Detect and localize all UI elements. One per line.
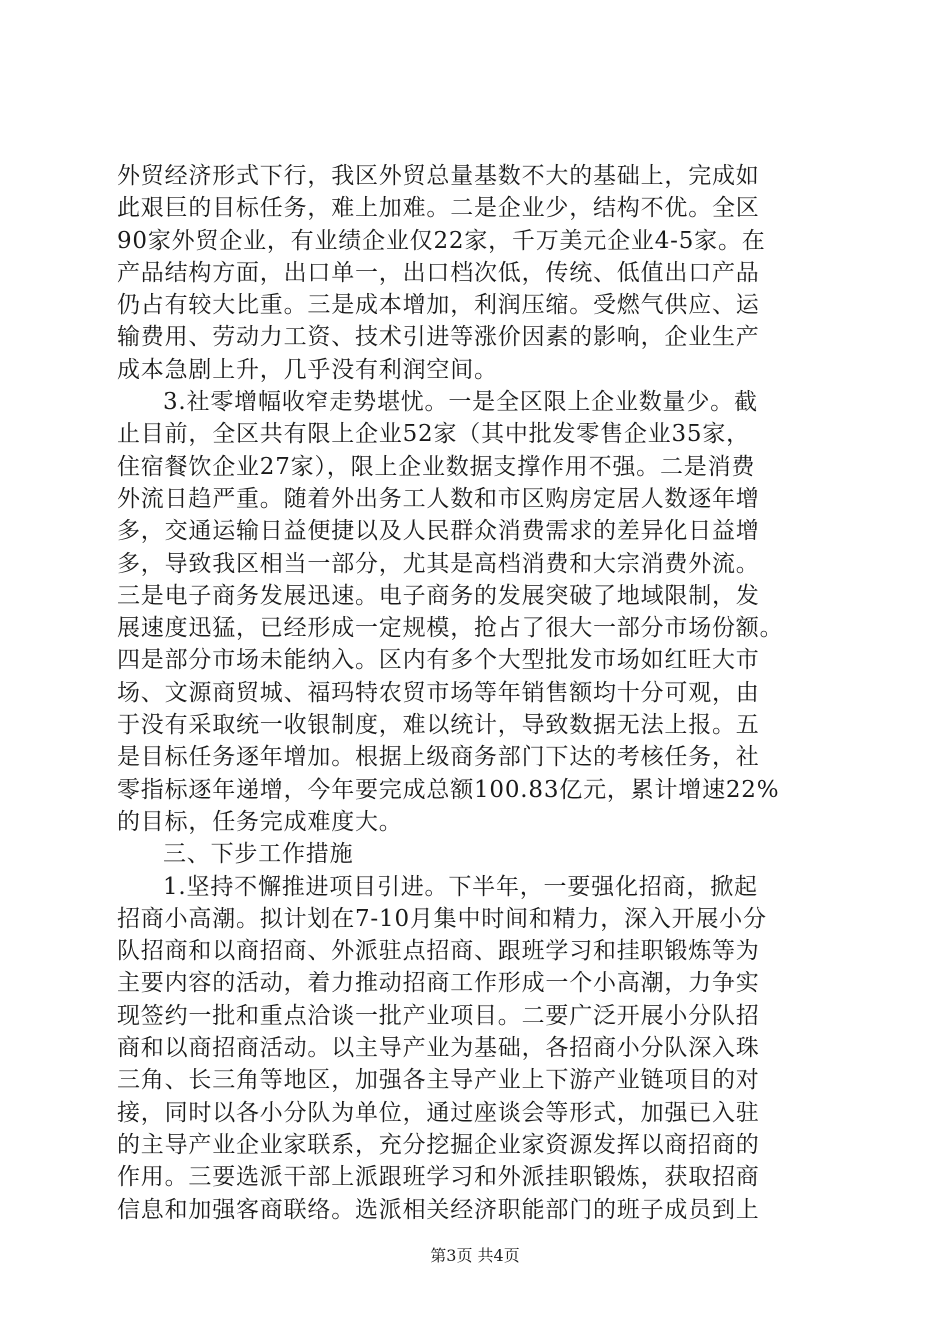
text-line: 的主导产业企业家联系，充分挖掘企业家资源发挥以商招商的 <box>117 1131 760 1158</box>
text-line: 住宿餐饮企业27家），限上企业数据支撑作用不强。二是消费 <box>117 453 756 480</box>
text-line: 止目前，全区共有限上企业52家（其中批发零售企业35家， <box>117 421 750 448</box>
text-line: 四是部分市场未能纳入。区内有多个大型批发市场如红旺大市 <box>117 647 760 674</box>
text-line: 产品结构方面，出口单一，出口档次低，传统、低值出口产品 <box>117 259 760 286</box>
text-line: 作用。三要选派干部上派跟班学习和外派挂职锻炼，获取招商 <box>117 1164 760 1191</box>
text-line: 多，导致我区相当一部分，尤其是高档消费和大宗消费外流。 <box>117 550 760 577</box>
text-line: 商和以商招商活动。以主导产业为基础，各招商小分队深入珠 <box>117 1035 760 1062</box>
page-footer: 第3页 共4页 <box>430 1246 520 1265</box>
text-line: 队招商和以商招商、外派驻点招商、跟班学习和挂职锻炼等为 <box>117 938 760 965</box>
text-line: 多，交通运输日益便捷以及人民群众消费需求的差异化日益增 <box>117 518 760 545</box>
text-line: 接，同时以各小分队为单位，通过座谈会等形式，加强已入驻 <box>117 1099 760 1126</box>
text-line: 招商小高潮。拟计划在7-10月集中时间和精力，深入开展小分 <box>117 905 767 932</box>
text-line: 输费用、劳动力工资、技术引进等涨价因素的影响，企业生产 <box>117 324 760 351</box>
text-line: 于没有采取统一收银制度，难以统计，导致数据无法上报。五 <box>117 712 760 739</box>
text-line: 主要内容的活动，着力推动招商工作形成一个小高潮，力争实 <box>117 970 760 997</box>
text-line: 零指标逐年递增，今年要完成总额100.83亿元，累计增速22% <box>117 776 780 803</box>
text-line: 外流日趋严重。随着外出务工人数和市区购房定居人数逐年增 <box>117 485 760 512</box>
text-line: 信息和加强客商联络。选派相关经济职能部门的班子成员到上 <box>117 1196 760 1223</box>
text-line: 1.坚持不懈推进项目引进。下半年，一要强化招商，掀起 <box>163 873 758 900</box>
text-line: 三、下步工作措施 <box>163 841 354 868</box>
text-line: 3.社零增幅收窄走势堪忧。一是全区限上企业数量少。截 <box>163 389 758 416</box>
text-line: 现签约一批和重点洽谈一批产业项目。二要广泛开展小分队招 <box>117 1002 760 1029</box>
text-line: 仍占有较大比重。三是成本增加，利润压缩。受燃气供应、运 <box>117 292 760 319</box>
text-line: 三是电子商务发展迅速。电子商务的发展突破了地域限制，发 <box>117 582 760 609</box>
text-line: 外贸经济形式下行，我区外贸总量基数不大的基础上，完成如 <box>117 163 760 189</box>
text-line: 展速度迅猛，已经形成一定规模，抢占了很大一部分市场份额。 <box>117 615 784 642</box>
text-line: 成本急剧上升，几乎没有利润空间。 <box>117 356 498 383</box>
text-line: 是目标任务逐年增加。根据上级商务部门下达的考核任务，社 <box>117 744 760 771</box>
text-line: 三角、长三角等地区，加强各主导产业上下游产业链项目的对 <box>117 1067 760 1094</box>
text-line: 场、文源商贸城、福玛特农贸市场等年销售额均十分可观，由 <box>117 679 760 706</box>
text-line: 此艰巨的目标任务，难上加难。二是企业少，结构不优。全区 <box>117 195 760 222</box>
text-line: 90家外贸企业，有业绩企业仅22家，千万美元企业4-5家。在 <box>117 227 766 254</box>
text-line: 的目标，任务完成难度大。 <box>117 808 403 835</box>
body-text <box>117 160 833 1226</box>
